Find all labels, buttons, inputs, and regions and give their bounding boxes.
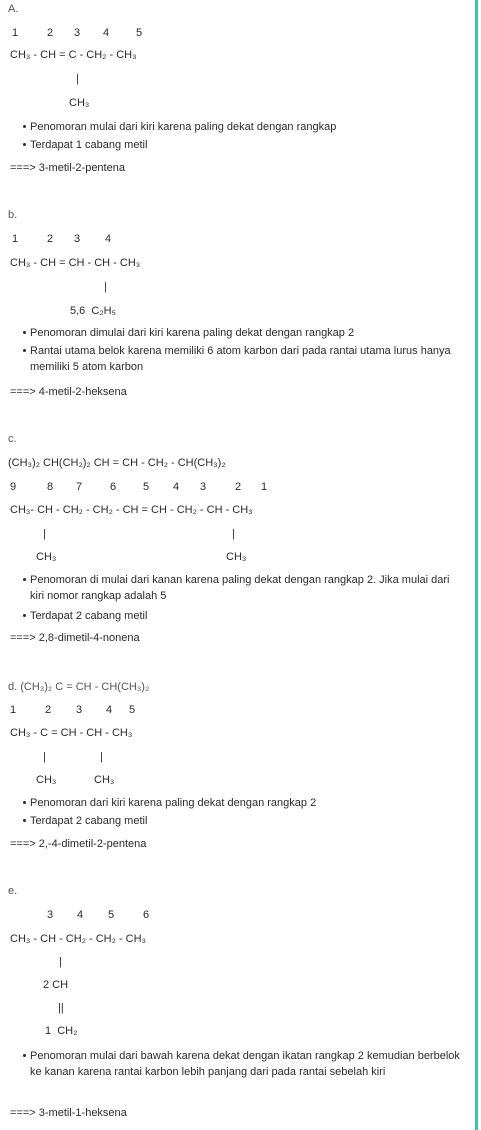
explanation-bullet: Terdapat 2 cabang metil [30, 813, 460, 829]
carbon-number: 5 [129, 704, 136, 716]
branch-bond: | [76, 73, 79, 85]
condensed-formula: (CH₃)₂ CH(CH₂)₂ CH = CH - CH₂ - CH(CH₃)₂ [8, 457, 226, 469]
branch-group: CH₃ [36, 551, 57, 563]
explanation-bullet: Penomoran di mulai dari kanan karena paling dekat dengan rangkap 2. Jika mulai dari kiri nomor rangkap adalah 5 [30, 572, 460, 604]
carbon-number: 4 [105, 233, 112, 245]
carbon-number: 5 [143, 481, 150, 493]
carbon-number: 5 [136, 27, 143, 39]
structural-formula: CH₃ - CH = CH - CH - CH₃ [10, 257, 141, 269]
branch-group: 2 CH [43, 979, 69, 991]
explanation-bullet: Terdapat 2 cabang metil [30, 608, 460, 624]
carbon-number: 4 [103, 27, 110, 39]
section-label: b. [8, 209, 18, 221]
branch-bond: | [59, 956, 62, 968]
double-bond: || [58, 1002, 64, 1014]
branch-group: CH₃ [36, 774, 57, 786]
carbon-number: 2 [45, 704, 52, 716]
carbon-number: 1 [12, 233, 19, 245]
answer-line: ===> 4-metil-2-heksena [10, 386, 127, 398]
carbon-number: 3 [74, 233, 81, 245]
branch-group: CH₃ [69, 97, 90, 109]
section-label: d. (CH₃)₂ C = CH - CH(CH₃)₂ [8, 681, 150, 693]
explanation-bullet: Rantai utama belok karena memiliki 6 atom karbon dari pada rantai utama lurus hanya memiliki 5 atom karbon [30, 343, 460, 375]
branch-bond: | [43, 751, 46, 763]
branch-group: CH₃ [94, 774, 115, 786]
answer-line: ===> 3-metil-1-heksena [10, 1107, 127, 1119]
carbon-number: 6 [143, 909, 150, 921]
carbon-number: 4 [173, 481, 180, 493]
carbon-number: 1 [12, 27, 19, 39]
carbon-number: 1 [261, 481, 268, 493]
carbon-number: 3 [47, 909, 54, 921]
carbon-number: 8 [47, 481, 54, 493]
answer-line: ===> 3-metil-2-pentena [10, 162, 125, 174]
explanation-bullet: Penomoran dari kiri karena paling dekat dengan rangkap 2 [30, 795, 460, 811]
right-accent-border [475, 0, 478, 1130]
carbon-number: 3 [200, 481, 207, 493]
carbon-number: 2 [47, 233, 54, 245]
carbon-number: 6 [110, 481, 117, 493]
carbon-number: 4 [77, 909, 84, 921]
branch-group: CH₃ [226, 551, 247, 563]
structural-formula: CH₃- CH - CH₂ - CH₂ - CH = CH - CH₂ - CH - CH₃ [10, 504, 253, 516]
explanation-bullet: Penomoran mulai dari kiri karena paling dekat dengan rangkap [30, 119, 460, 135]
explanation-bullet: Penomoran mulai dari bawah karena dekat dengan ikatan rangkap 2 kemudian berbelok ke kanan karena rantai karbon lebih panjang dari pada rantai sebelah kiri [30, 1050, 460, 1078]
answer-line: ===> 2,8-dimetil-4-nonena [10, 632, 140, 644]
carbon-number: 7 [76, 481, 83, 493]
explanation-bullet: Terdapat 1 cabang metil [30, 137, 460, 153]
branch-group: 5,6 C₂H₅ [70, 305, 116, 317]
structural-formula: CH₃ - CH = C - CH₂ - CH₃ [10, 49, 137, 61]
structural-formula: CH₃ - C = CH - CH - CH₃ [10, 727, 133, 739]
section-label: e. [8, 885, 18, 897]
carbon-number: 3 [76, 704, 83, 716]
carbon-number: 3 [74, 27, 81, 39]
answer-line: ===> 2,-4-dimetil-2-pentena [10, 838, 147, 850]
carbon-number: 2 [235, 481, 242, 493]
section-label: c. [8, 433, 17, 445]
terminal-group: 1 CH₂ [45, 1025, 78, 1037]
branch-bond: | [100, 751, 103, 763]
carbon-number: 1 [10, 704, 17, 716]
carbon-number: 2 [47, 27, 54, 39]
section-label: A. [8, 3, 19, 15]
branch-bond: | [43, 528, 46, 540]
branch-bond: | [232, 528, 235, 540]
carbon-number: 4 [106, 704, 113, 716]
carbon-number: 5 [108, 909, 115, 921]
structural-formula: CH₃ - CH - CH₂ - CH₂ - CH₃ [10, 933, 147, 945]
branch-bond: | [104, 281, 107, 293]
carbon-number: 9 [10, 481, 17, 493]
explanation-bullet: Penomoran dimulai dari kiri karena paling dekat dengan rangkap 2 [30, 325, 460, 341]
